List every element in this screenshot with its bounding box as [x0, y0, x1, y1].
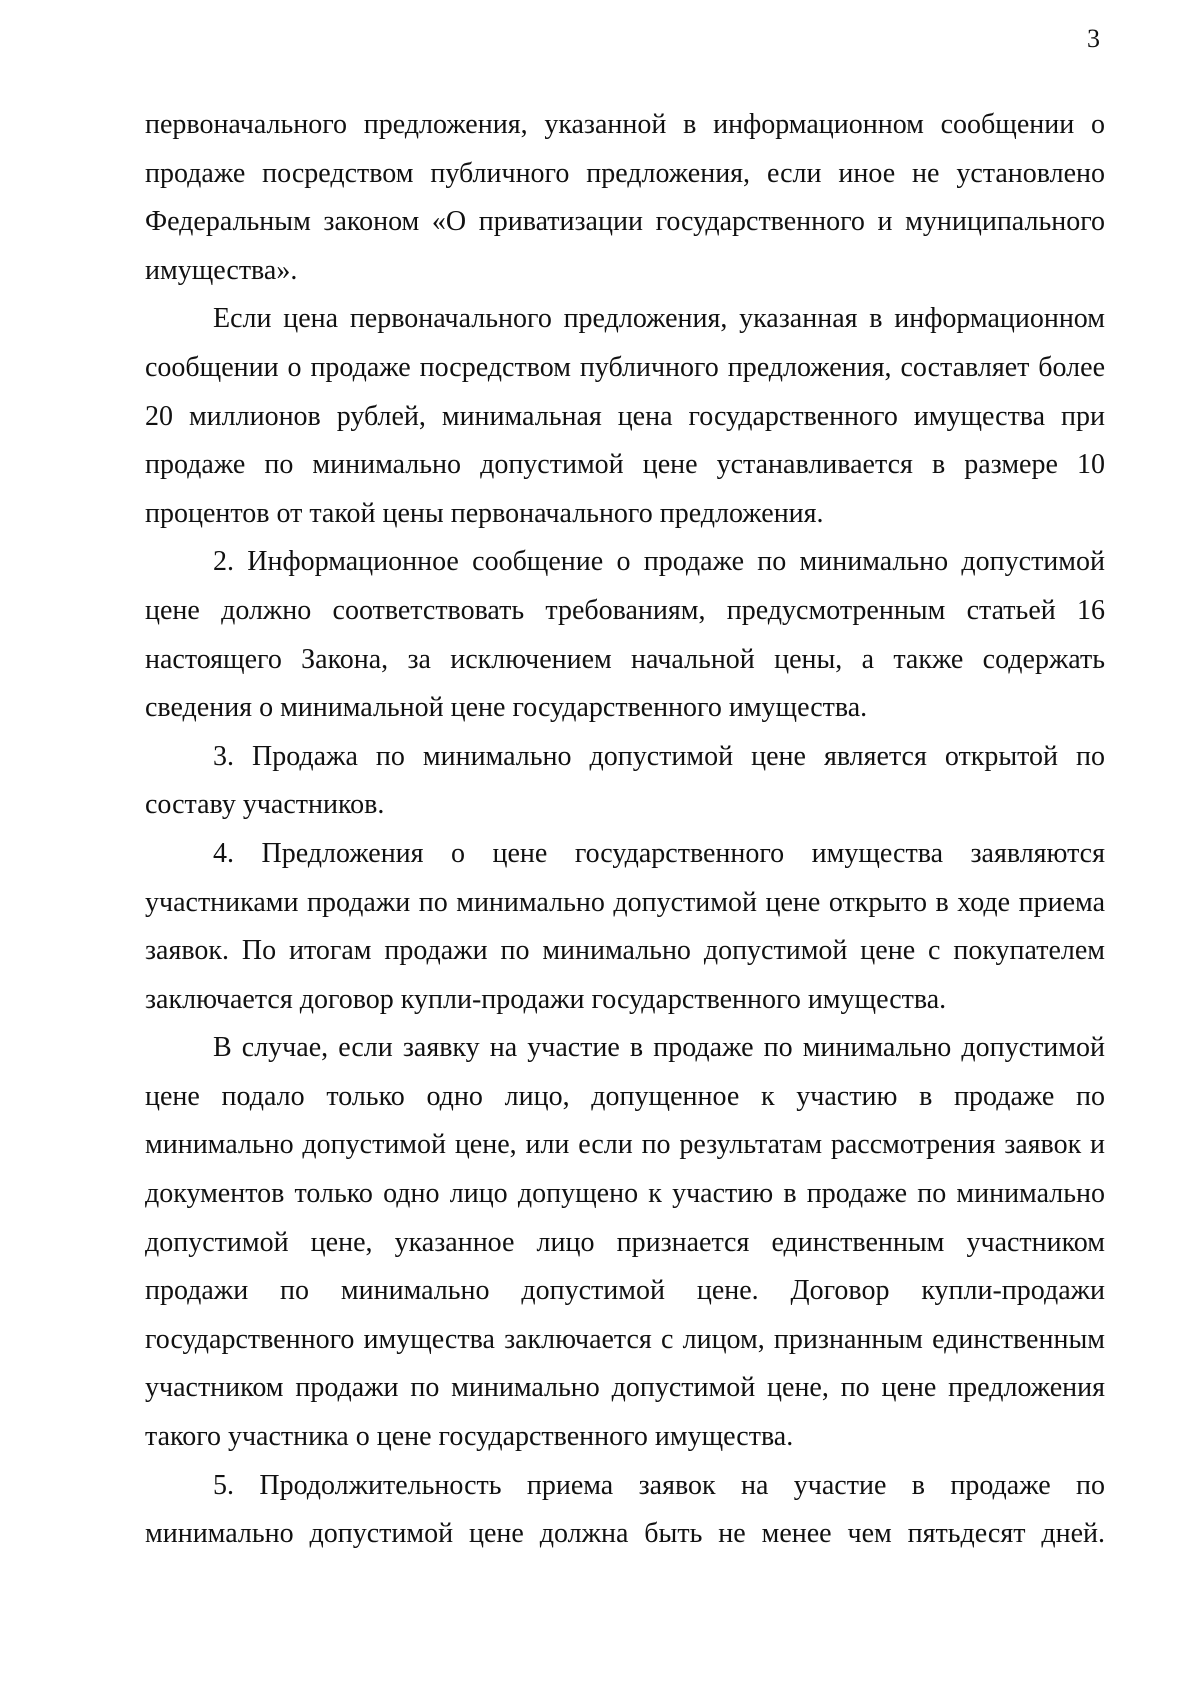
- document-body: [145, 101, 1105, 1559]
- paragraph: 4. Предложения о цене государственного имущества заявляются участниками продажи по минимально допустимой цене открыто в ходе приема заявок. По итогам продажи по минимально допустимой цене с покупателем заключается договор купли-продажи государственного имущества.: [145, 837, 1105, 1015]
- page-number: 3: [1087, 24, 1100, 53]
- paragraph: В случае, если заявку на участие в продаже по минимально допустимой цене подало только одно лицо, допущенное к участию в продаже по минимально допустимой цене, или если по результатам рассмотрения заявок и документов только одно лицо допущено к участию в продаже по минимально допустимой цене, указанное лицо признается единственным участником продажи по минимально допустимой цене. Договор купли-продажи государственного имущества заключается с лицом, признанным единственным участником продажи по минимально допустимой цене, по цене предложения такого участника о цене государственного имущества.: [145, 1032, 1105, 1453]
- paragraph: Если цена первоначального предложения, указанная в информационном сообщении о продаже посредством публичного предложения, составляет более 20 миллионов рублей, минимальная цена государственного имущества при продаже по минимально допустимой цене устанавливается в размере 10 процентов от такой цены первоначального предложения.: [145, 303, 1105, 529]
- paragraph: 5. Продолжительность приема заявок на участие в продаже по минимально допустимой цене должна быть не менее чем пятьдесят дней.: [145, 1469, 1105, 1550]
- paragraph: первоначального предложения, указанной в информационном сообщении о продаже посредством публичного предложения, если иное не установлено Федеральным законом «О приватизации государственного и муниципального имущества».: [145, 109, 1105, 286]
- paragraph: 2. Информационное сообщение о продаже по минимально допустимой цене должно соответствовать требованиям, предусмотренным статьей 16 настоящего Закона, за исключением начальной цены, а также содержать сведения о минимальной цене государственного имущества.: [145, 546, 1105, 724]
- paragraph: 3. Продажа по минимально допустимой цене является открытой по составу участников.: [145, 740, 1105, 821]
